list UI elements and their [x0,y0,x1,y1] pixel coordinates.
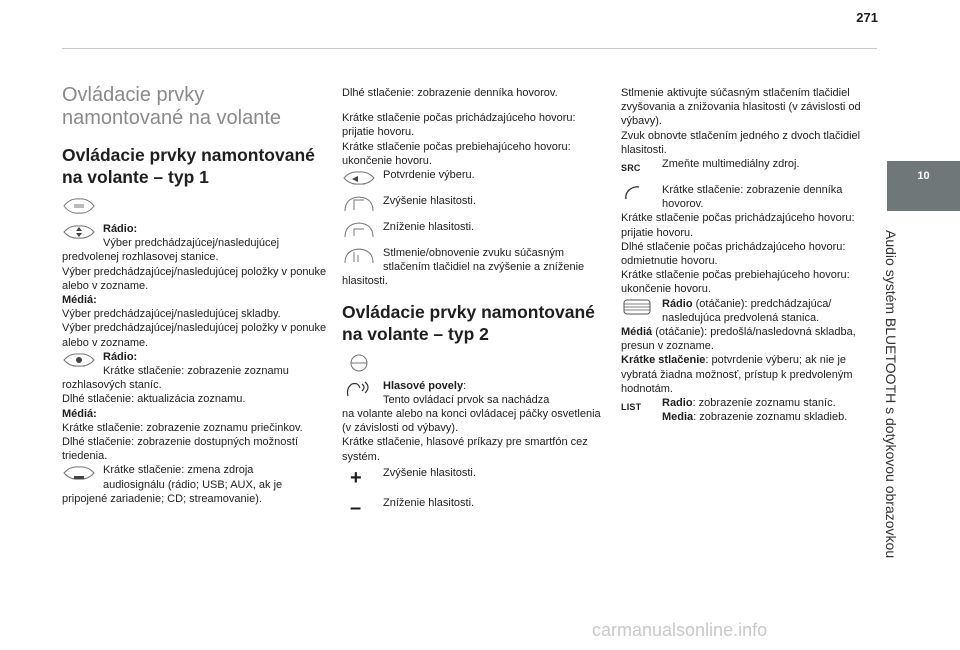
mute-thumbwheel-icon [342,247,376,265]
section-2-title: Ovládacie prvky namontované na volante – typ 2 [342,301,595,344]
header-divider [62,48,877,49]
column-2: Dlhé stlačenie: zobrazenie denníka hovorov. Krátke stlačenie počas prichádzajúceho hovoru: prijatie hovoru. Krátke stlačenie počas prebiehajúceho hovoru: ukončenie hovoru. Potvrdenie výberu. Zvýšenie hlasitosti. Zníženie hlasitosti. Stlmenie/obnovenie zvuku súčasným stlačením tlačidiel na zvýšenie a zníženie hlasitosti. Ovládacie prvky namontované na volante – typ 2 Hlasové povely: Tento ovládací prvok sa nachádza na volante alebo na konci ovládacej páčky osvetlenia (v závislosti od výbavy). Krátke stlačenie, hlasové príkazy pre smartfón cez systém. + Zvýšenie hlasitosti. – Zníženie hlasitosti. [342,86,604,516]
voice-command-icon [342,380,376,398]
confirm-row: Potvrdenie výberu. [342,168,604,188]
steering-control-type2-icon [342,353,376,373]
plus-icon: + [350,466,362,489]
page-number: 271 [856,10,878,25]
volume-up-thumbwheel-icon [342,195,376,213]
chapter-tab-number: 10 [917,170,930,182]
minus-icon: – [350,496,362,519]
mute-row: Stlmenie/obnovenie zvuku súčasným stlačením tlačidiel na zvýšenie a zníženie [342,246,604,274]
volume-down-thumbwheel-icon [342,221,376,239]
call-log-row: Krátke stlačenie: zobrazenie denníka hovorov. [621,183,881,211]
steering-switch-up-down-icon [62,223,96,241]
radio-list-row: Rádio: Krátke stlačenie: zobrazenie zoznamu [62,350,327,378]
radio-label: Rádio: [103,223,138,235]
steering-source-button-icon [62,464,96,482]
steering-switch-press-icon [62,351,96,369]
list-button-label: LIST [621,402,642,413]
chapter-tab [887,161,960,211]
radio-select-row: Rádio: Výber predchádzajúcej/nasledujúcej [62,222,327,250]
steering-confirm-icon [342,169,376,187]
watermark: carmanualsonline.info [592,620,768,640]
src-button-label: SRC [621,163,641,174]
src-row: SRC Zmeňte multimediálny zdroj. [621,157,881,177]
plus-row: + Zvýšenie hlasitosti. [350,466,476,489]
voice-commands-row: Hlasové povely: Tento ovládací prvok sa nachádza [342,379,604,407]
wheel-row: Rádio (otáčanie): predchádzajúca/ nasledujúca predvolená stanica. [621,297,881,325]
volume-down-row: Zníženie hlasitosti. [342,220,604,240]
column-3: Stlmenie aktivujte súčasným stlačením tlačidiel zvyšovania a znižovania hlasitosti (v závislosti od výbavy). Zvuk obnovte stlačením jedného z dvoch tlačidiel hlasitosti. SRC Zmeňte multimediálny zdroj. Krátke stlačenie: zobrazenie denníka hovorov. Krátke stlačenie počas prichádzajúceho hovoru: prijatie hovoru. Dlhé stlačenie počas prichádzajúceho hovoru: odmietnutie hovoru. Krátke stlačenie počas prebiehajúceho hovoru: ukončenie hovoru. Rádio (otáčanie): predchádzajúca/ nasledujúca predvolená stanica. Médiá (otáčanie): predošlá/nasledovná skladba, presun v zozname. Krátke stlačenie: potvrdenie výberu; ak nie je vybratá žiadna možnosť, prístup k predvoleným hodnotám. LIST Radio: zobrazenie zoznamu staníc. Media: zobrazenie zoznamu skladieb. [621,86,881,424]
thumbwheel-icon [621,298,655,316]
source-change-row: Krátke stlačenie: zmena zdroja audiosignálu (rádio; USB; AUX, ak je [62,463,327,491]
column-1: Ovládacie prvky namontované na volante Ovládacie prvky namontované na volante – typ 1 Rádio: Výber predchádzajúcej/nasledujúcej predvolenej rozhlasovej stanice. Výber predchádzajúcej/nasledujúcej položky v ponuke alebo v zozname. Médiá: Výber predchádzajúcej/nasledujúcej skladby. Výber predchádzajúcej/nasledujúcej položky v ponuke alebo v zozname. Rádio: Krátke stlačenie: zobrazenie zoznamu rozhlasových staníc. Dlhé stlačenie: aktualizácia zoznamu. Médiá: Krátke stlačenie: zobrazenie zoznamu priečinkov. Dlhé stlačenie: zobrazenie dostupných možností triedenia. Krátke stlačenie: zmena zdroja audiosignálu (rádio; USB; AUX, ak je pripojené zariadenie; CD; streamovanie). [62,84,327,505]
list-row: LIST Radio: zobrazenie zoznamu staníc. Media: zobrazenie zoznamu skladieb. [621,397,848,424]
volume-up-row: Zvýšenie hlasitosti. [342,194,604,214]
chapter-side-title: Audio systém BLUETOOTH s dotykovou obrazovkou [883,230,899,559]
phone-icon [621,184,655,202]
steering-control-type1-icon [62,196,96,216]
minus-row: – Zníženie hlasitosti. [350,496,475,519]
chapter-title: Ovládacie prvky namontované na volante [62,84,282,129]
section-1-title: Ovládacie prvky namontované na volante – typ 1 [62,145,315,187]
media-label: Médiá: [62,294,97,307]
